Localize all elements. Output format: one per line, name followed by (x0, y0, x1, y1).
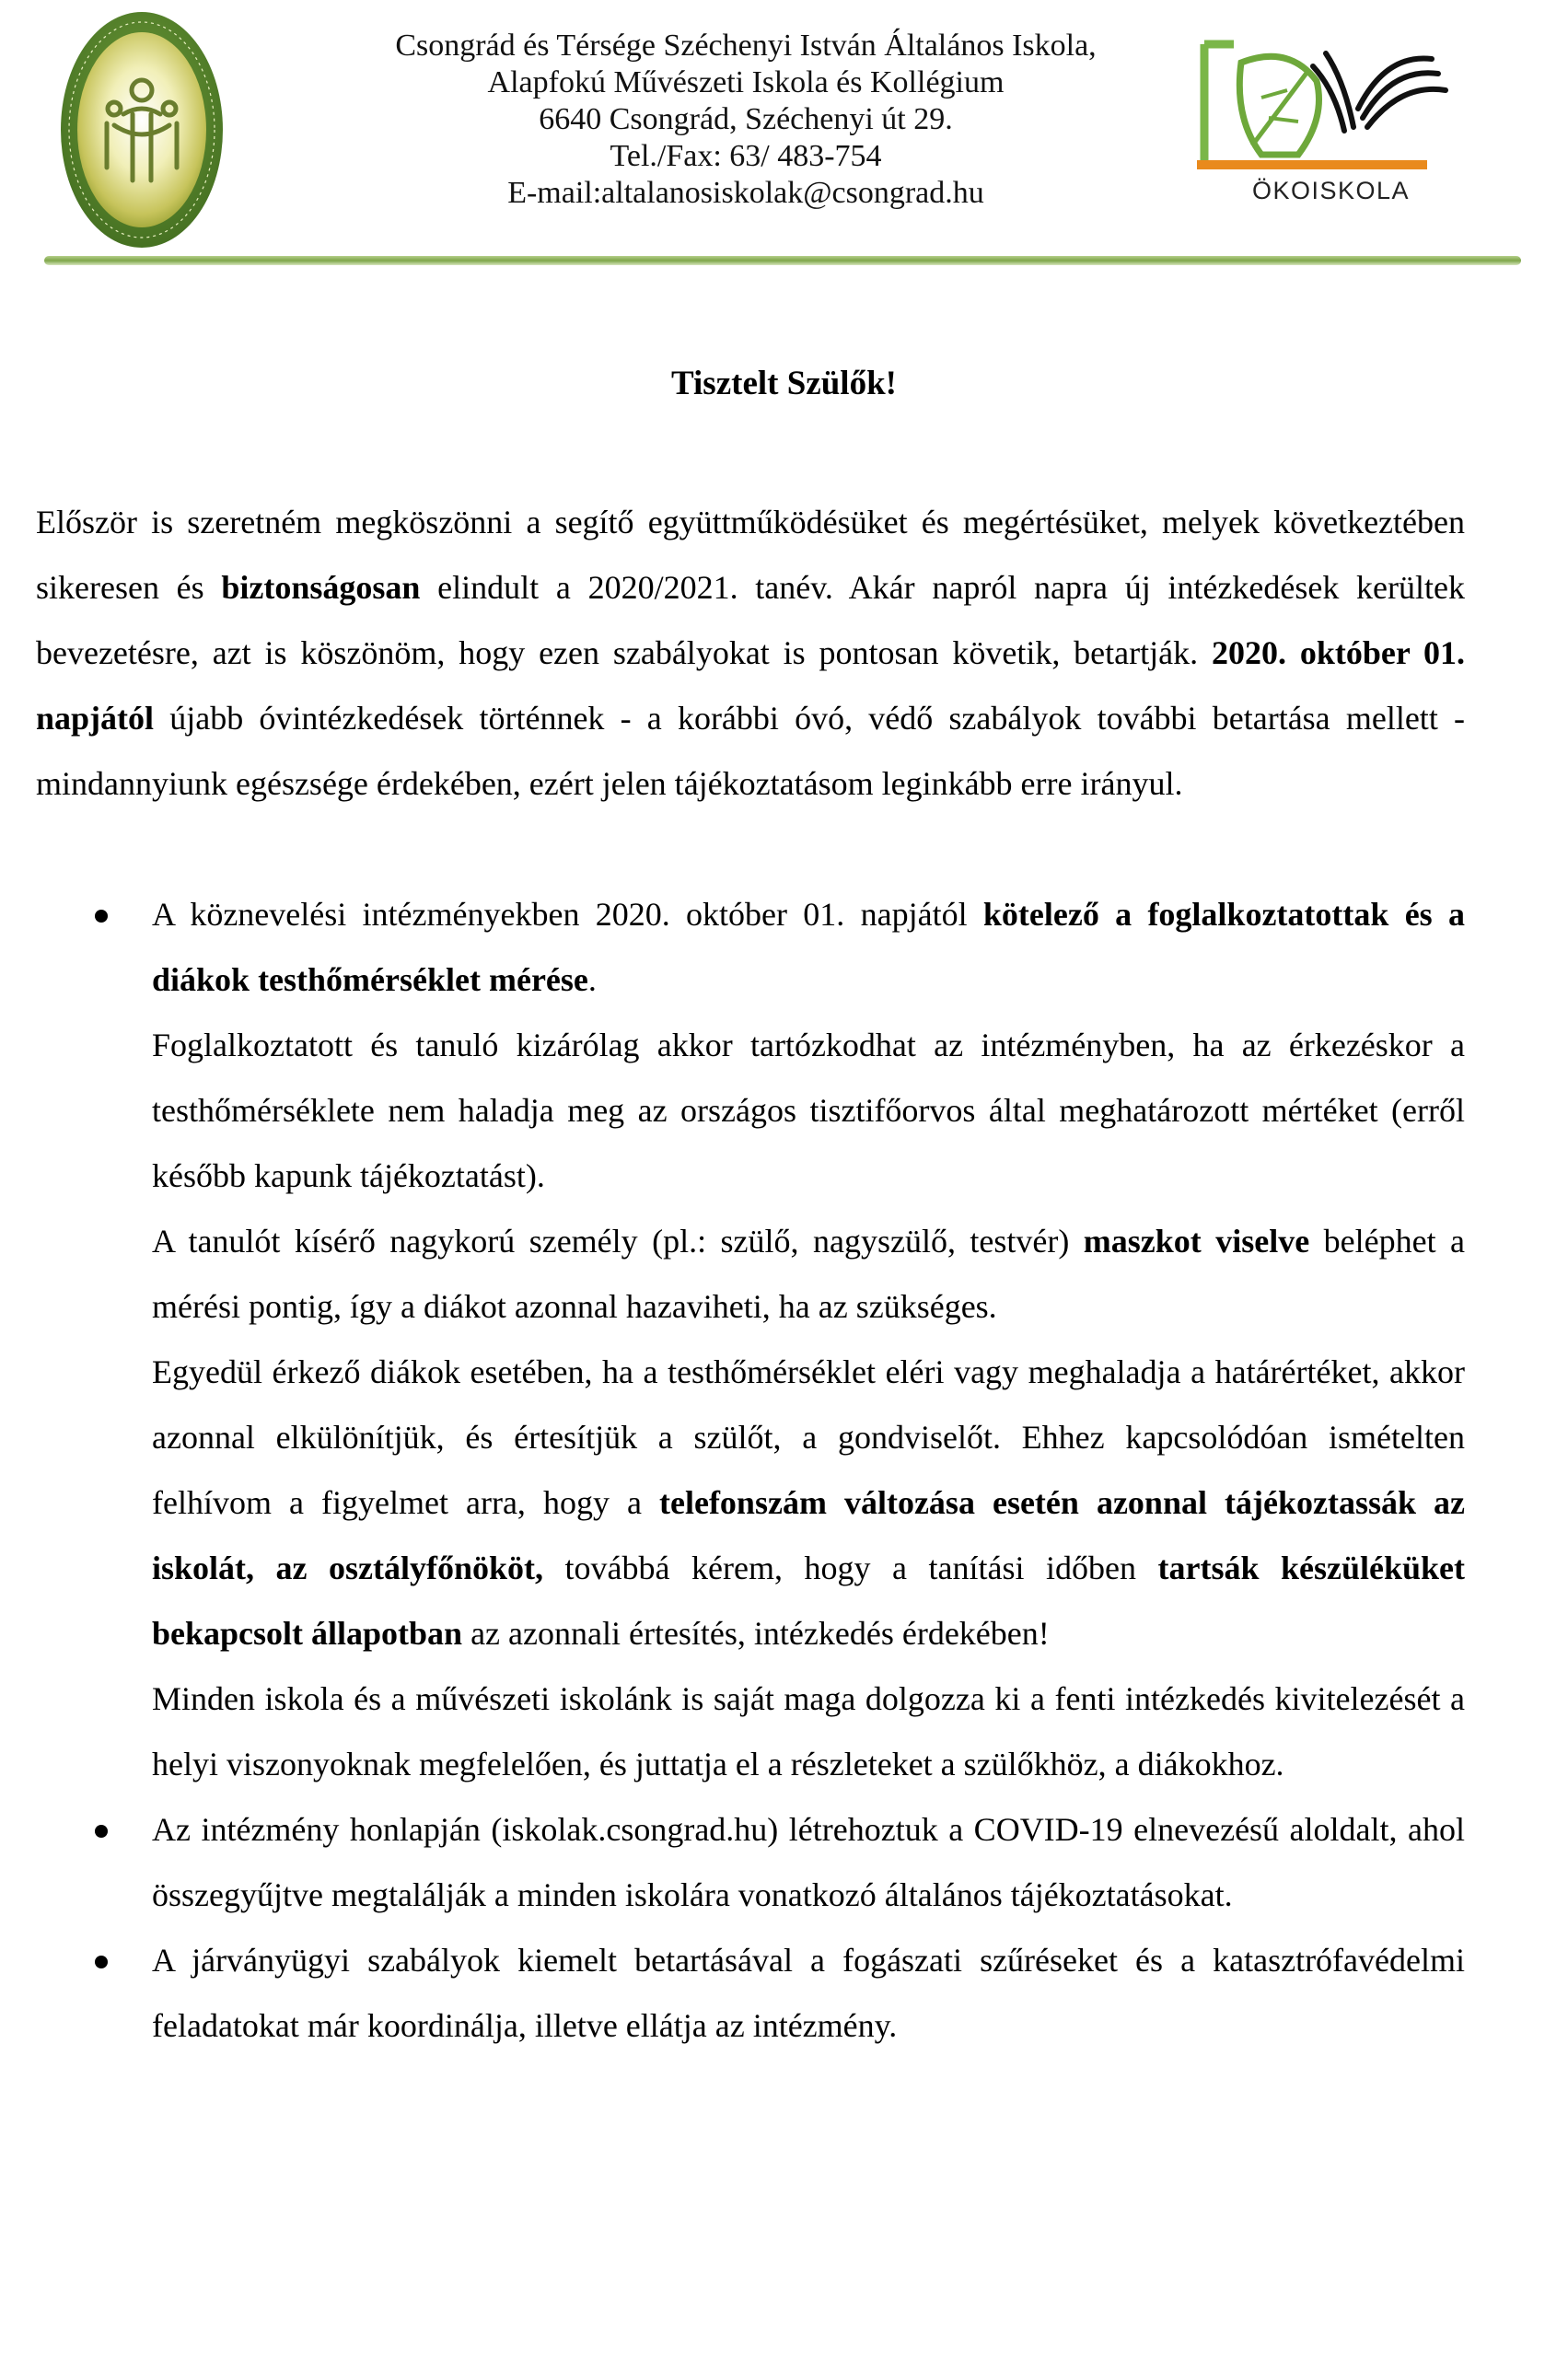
school-letterhead (239, 28, 1252, 212)
bullet1-p4-text-3: az azonnali értesítés, intézkedés érdekében! (462, 1615, 1050, 1652)
bullet1-p3-text-2: beléphet a mérési pontig, így a diákot azonnal hazaviheti, ha az szükséges. (152, 1223, 1465, 1325)
intro-bold-date: 2020. október 01. napjától (36, 634, 1466, 737)
bullet1-bold-mandatory: kötelező a foglalkoztatottak és a diákok testhőmérséklet mérése (152, 896, 1465, 998)
school-email: E-mail:altalanosiskolak@csongrad.hu (507, 176, 984, 210)
letterhead-header (0, 0, 1568, 276)
bullet1-text-2: . (587, 961, 597, 998)
bullet1-bold-device: tartsák készüléküket bekapcsolt állapotban (152, 1550, 1466, 1652)
school-address: 6640 Csongrád, Széchenyi út 29. (539, 102, 953, 136)
bullet-list (36, 882, 1465, 2059)
bullet1-text-1: A köznevelési intézményekben 2020. október 01. napjától (152, 896, 983, 933)
bullet1-p3-text-1: A tanulót kísérő nagykorú személy (pl.: szülő, nagyszülő, testvér) (152, 1223, 1084, 1260)
bullet-dot-icon (95, 910, 108, 923)
header-divider (44, 254, 1521, 271)
bullet1-p4-text-2: továbbá kérem, hogy a tanítási időben (543, 1550, 1158, 1586)
letter-body (36, 490, 1465, 2059)
intro-paragraph (36, 490, 1465, 817)
bullet2-paragraph: Az intézmény honlapján (iskolak.csongrad.hu) létrehoztuk a COVID-19 elnevezésű aloldalt, ahol összegyűjtve megtalálják a minden iskolára vonatkozó általános tájékoztatásokat. (152, 1811, 1465, 1913)
greeting-heading: Tisztelt Szülők! (671, 365, 897, 402)
bullet1-paragraph-5: Minden iskola és a művészeti iskolánk is saját maga dolgozza ki a fenti intézkedés kivitelezését a helyi viszonyoknak megfelelően, és juttatja el a részleteket a szülőkhöz, a diákokhoz. (152, 1680, 1465, 1782)
bullet1-paragraph-3 (152, 1209, 1465, 1340)
school-phone: Tel./Fax: 63/ 483-754 (610, 139, 882, 173)
bullet3-paragraph: A járványügyi szabályok kiemelt betartásával a fogászati szűréseket és a katasztrófavédelmi feladatokat már koordinálja, illetve ellátja az intézmény. (152, 1942, 1465, 2044)
bullet1-bold-mask: maszkot viselve (1083, 1223, 1310, 1260)
bullet1-paragraph-1 (152, 882, 1465, 1013)
intro-text-3: újabb óvintézkedések történnek - a korábbi óvó, védő szabályok további betartása mellett - mindannyiunk egészsége érdekében, ezért jelen tájékoztatásom leginkább erre irányul. (36, 700, 1465, 802)
intro-text-1: Először is szeretném megköszönni a segítő együttműködésüket és megértésüket, melyek következtében sikeresen és (36, 504, 1465, 606)
bullet-dot-icon (95, 1956, 108, 1968)
list-item-website (36, 1797, 1465, 1928)
list-item-temperature (36, 882, 1465, 1797)
eco-logo-label: ÖKOISKOLA (1252, 177, 1411, 204)
intro-bold-safely: biztonságosan (221, 569, 421, 606)
bullet1-p4-text-1: Egyedül érkező diákok esetében, ha a testhőmérséklet eléri vagy meghaladja a határértéket, akkor azonnal elkülönítjük, és értesítjük a szülőt, a gondviselőt. Ehhez kapcsolódóan ismételten felhívom a figyelmet arra, hogy a (152, 1353, 1465, 1521)
bullet1-paragraph-4 (152, 1340, 1465, 1666)
eco-school-logo (1197, 26, 1528, 210)
bullet1-bold-phone: telefonszám változása esetén azonnal tájékoztassák az iskolát, az osztályfőnököt, (152, 1484, 1465, 1586)
school-name-line-2: Alapfokú Művészeti Iskola és Kollégium (487, 65, 1005, 99)
school-name-line-1: Csongrád és Térsége Széchenyi István Általános Iskola, (395, 29, 1097, 63)
school-seal-logo (59, 6, 225, 254)
list-item-dental (36, 1928, 1465, 2059)
intro-text-2: elindult a 2020/2021. tanév. Akár napról napra új intézkedések kerültek bevezetésre, azt is köszönöm, hogy ezen szabályokat is pontosan követik, betartják. (36, 569, 1466, 671)
bullet-dot-icon (95, 1825, 108, 1838)
bullet1-paragraph-2: Foglalkoztatott és tanuló kizárólag akkor tartózkodhat az intézményben, ha az érkezéskor a testhőmérséklete nem haladja meg az országos tisztifőorvos által meghatározott mértéket (erről később kapunk tájékoztatást). (152, 1027, 1465, 1194)
